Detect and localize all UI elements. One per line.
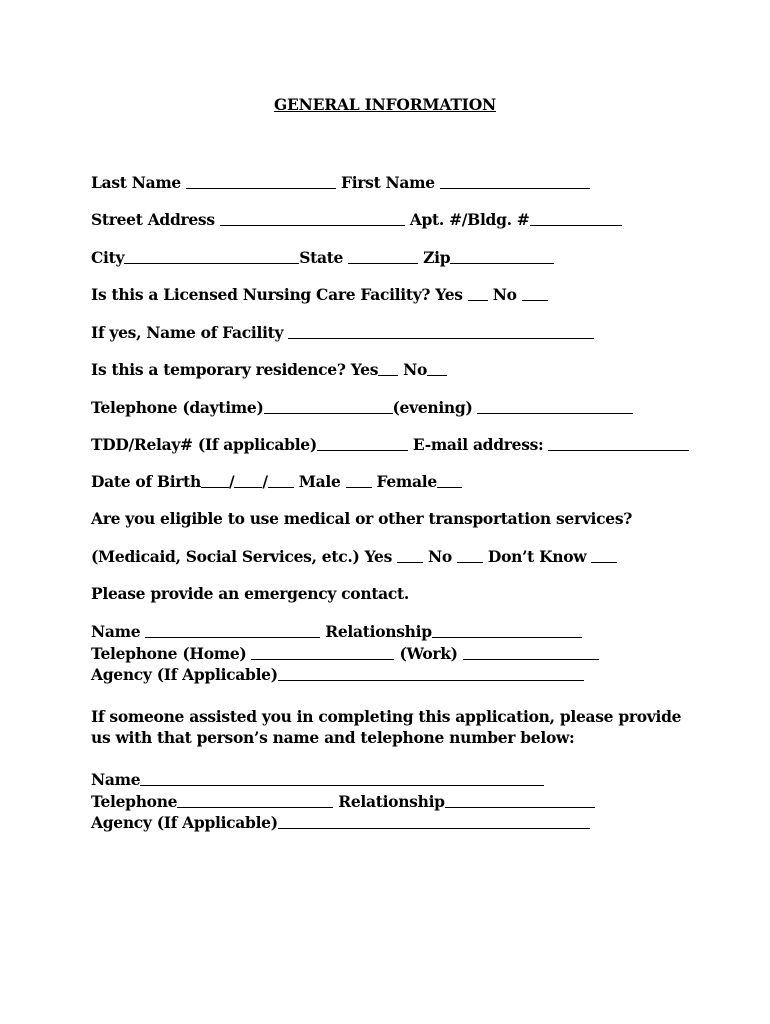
temporary-no-field[interactable] — [427, 361, 447, 376]
nursing-no-field[interactable] — [522, 286, 548, 301]
assistant-agency-label: Agency (If Applicable) — [91, 813, 278, 832]
temporary-residence-row — [91, 359, 447, 379]
emergency-agency-label: Agency (If Applicable) — [91, 665, 278, 684]
emergency-name-field[interactable] — [145, 623, 320, 638]
assistant-relationship-label: Relationship — [338, 792, 445, 811]
emergency-name-row — [91, 621, 582, 641]
nursing-yes-field[interactable] — [468, 286, 488, 301]
assistant-name-label: Name — [91, 770, 141, 789]
temporary-yes-field[interactable] — [378, 361, 398, 376]
email-field[interactable] — [548, 436, 689, 451]
emergency-relationship-label: Relationship — [325, 622, 432, 641]
emergency-phone-row — [91, 643, 599, 663]
city-label: City — [91, 248, 125, 267]
dob-month-field[interactable] — [201, 473, 229, 488]
emergency-agency-row — [91, 664, 584, 684]
nursing-no-label: No — [492, 285, 517, 304]
telephone-row — [91, 397, 633, 417]
address-row — [91, 209, 622, 229]
emergency-prompt-row — [91, 583, 409, 603]
assistant-name-row — [91, 769, 544, 789]
assistant-telephone-field[interactable] — [177, 793, 333, 808]
name-row — [91, 172, 590, 192]
page-title: GENERAL INFORMATION — [273, 95, 497, 114]
emergency-relationship-field[interactable] — [432, 623, 582, 638]
telephone-daytime-label: Telephone (daytime) — [91, 398, 264, 417]
zip-field[interactable] — [450, 249, 554, 264]
zip-label: Zip — [423, 248, 451, 267]
date-of-birth-label: Date of Birth — [91, 472, 201, 491]
assistant-telephone-label: Telephone — [91, 792, 178, 811]
transportation-no-field[interactable] — [457, 548, 483, 563]
male-label: Male — [298, 472, 341, 491]
transportation-yes-label: (Medicaid, Social Services, etc.) Yes — [91, 547, 392, 566]
date-of-birth-row — [91, 471, 462, 491]
tdd-relay-field[interactable] — [317, 436, 408, 451]
tdd-email-row — [91, 434, 689, 454]
apt-label: Apt. #/Bldg. # — [409, 210, 530, 229]
transportation-answer-row — [91, 546, 617, 566]
street-address-label: Street Address — [91, 210, 215, 229]
tdd-relay-label: TDD/Relay# (If applicable) — [91, 435, 317, 454]
assistant-agency-row — [91, 812, 590, 832]
nursing-facility-question: Is this a Licensed Nursing Care Facility? Yes — [91, 285, 463, 304]
dob-day-field[interactable] — [234, 473, 262, 488]
street-address-field[interactable] — [220, 211, 405, 226]
dob-year-field[interactable] — [268, 473, 294, 488]
transportation-no-label: No — [428, 547, 452, 566]
transportation-yes-field[interactable] — [397, 548, 423, 563]
female-label: Female — [376, 472, 437, 491]
dob-separator: / — [229, 472, 235, 491]
nursing-facility-row — [91, 284, 548, 304]
temporary-residence-question: Is this a temporary residence? Yes — [91, 360, 379, 379]
city-field[interactable] — [124, 249, 299, 264]
first-name-field[interactable] — [440, 174, 590, 189]
transportation-question: Are you eligible to use medical or other transportation services? — [91, 509, 633, 528]
facility-name-field[interactable] — [288, 324, 594, 339]
facility-name-row — [91, 322, 594, 342]
assistant-phone-row — [91, 791, 595, 811]
last-name-field[interactable] — [186, 174, 336, 189]
city-row — [91, 247, 554, 267]
transportation-dont-know-field[interactable] — [591, 548, 617, 563]
assistant-agency-field[interactable] — [278, 814, 590, 829]
emergency-home-phone-label: Telephone (Home) — [91, 644, 247, 663]
state-label: State — [299, 248, 344, 267]
temporary-no-label: No — [403, 360, 428, 379]
emergency-home-phone-field[interactable] — [251, 645, 394, 660]
assistance-prompt: If someone assisted you in completing this application, please provide us with that person’s name and telephone number below: — [91, 707, 682, 747]
transportation-question-row — [91, 508, 632, 528]
emergency-agency-field[interactable] — [278, 666, 584, 681]
state-field[interactable] — [348, 249, 418, 264]
telephone-daytime-field[interactable] — [264, 399, 393, 414]
emergency-work-phone-field[interactable] — [463, 645, 599, 660]
transportation-dont-know-label: Don’t Know — [487, 547, 587, 566]
emergency-work-phone-label: (Work) — [399, 644, 458, 663]
email-label: E-mail address: — [412, 435, 544, 454]
last-name-label: Last Name — [91, 173, 181, 192]
assistant-name-field[interactable] — [140, 771, 544, 786]
telephone-evening-field[interactable] — [477, 399, 633, 414]
emergency-name-label: Name — [91, 622, 141, 641]
dob-separator: / — [262, 472, 268, 491]
emergency-contact-prompt: Please provide an emergency contact. — [91, 584, 410, 603]
first-name-label: First Name — [341, 173, 435, 192]
male-field[interactable] — [346, 473, 372, 488]
telephone-evening-label: (evening) — [392, 398, 473, 417]
apt-field[interactable] — [530, 211, 622, 226]
facility-name-label: If yes, Name of Facility — [91, 323, 284, 342]
female-field[interactable] — [437, 473, 462, 488]
assistant-relationship-field[interactable] — [445, 793, 595, 808]
